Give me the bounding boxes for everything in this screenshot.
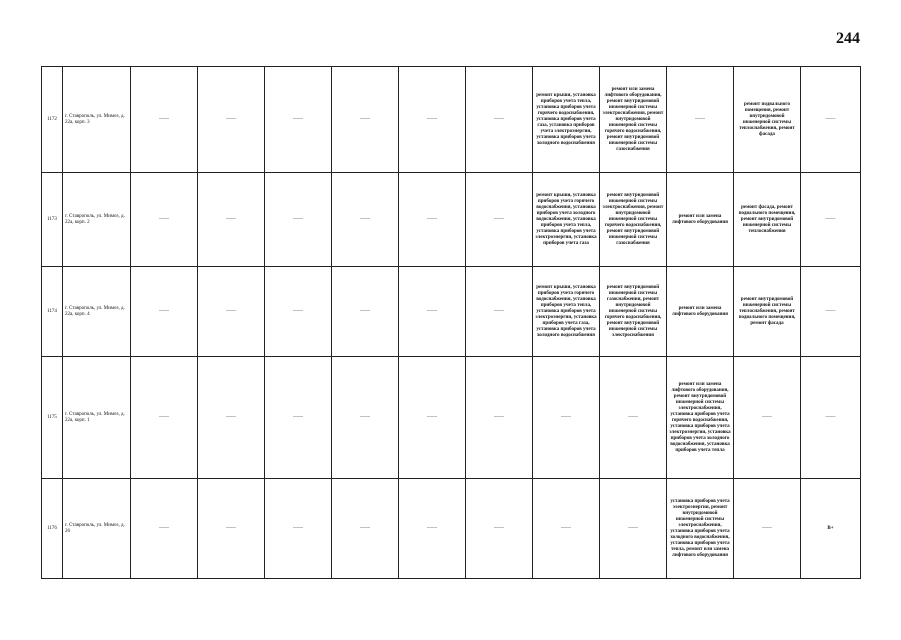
cell-empty: ——	[198, 479, 265, 579]
cell-empty: ——	[734, 479, 801, 579]
cell-empty: ——	[399, 173, 466, 267]
cell-empty: ——	[332, 67, 399, 173]
cell-empty: ——	[265, 267, 332, 357]
cell-empty: ——	[131, 67, 198, 173]
page-number: 244	[836, 30, 860, 47]
cell-works: ремонт или замена лифтового оборудования	[667, 173, 734, 267]
cell-works: ремонт крыши, установка приборов учета горячего водоснабжения, установка приборов учета тепла, установка приборов учета электроэнергии, установка приборов учета газа, установка приборов учета холодного водоснабжения	[533, 267, 600, 357]
cell-empty: ——	[667, 67, 734, 173]
cell-empty: ——	[131, 267, 198, 357]
table-row	[42, 357, 861, 479]
cell-works: ремонт крыши, установка приборов учета горячего водоснабжения, установка приборов учета холодного водоснабжения, установка приборов учета тепла, установка приборов учета электроэнергии, установка приборов учета газа	[533, 173, 600, 267]
cell-empty: ——	[801, 357, 861, 479]
cell-empty: ——	[600, 357, 667, 479]
row-number: 1175	[42, 357, 63, 479]
works-table	[41, 66, 861, 579]
cell-empty: ——	[466, 357, 533, 479]
cell-empty: ——	[801, 267, 861, 357]
cell-empty: ——	[466, 479, 533, 579]
cell-works: ремонт крыши, установка приборов учета тепла, установка приборов учета горячего водоснабжения, установка приборов учета газа, установка приборов учета электроэнергии, установка приборов учета холодного водоснабжения	[533, 67, 600, 173]
cell-empty: ——	[198, 173, 265, 267]
cell-empty: ——	[131, 173, 198, 267]
cell-empty: ——	[198, 357, 265, 479]
cell-empty: ——	[533, 479, 600, 579]
cell-empty: ——	[399, 67, 466, 173]
table-row	[42, 173, 861, 267]
row-address: г. Ставрополь, ул. Мимоз, д. 22а, корп. 4	[63, 267, 131, 357]
cell-empty: ——	[198, 267, 265, 357]
row-address: г. Ставрополь, ул. Мимоз, д. 26	[63, 479, 131, 579]
cell-empty: ——	[600, 479, 667, 579]
row-address: г. Ставрополь, ул. Мимоз, д. 22а, корп. 1	[63, 357, 131, 479]
row-number: 1173	[42, 173, 63, 267]
cell-works: ремонт или замена лифтового оборудования, ремонт внутридомовой инженерной системы электроснабжения, ремонт внутридомовой инженерной системы горячего водоснабжения, ремонт внутридомовой инженерной системы газоснабжения	[600, 67, 667, 173]
cell-empty: ——	[332, 357, 399, 479]
cell-empty: ——	[131, 479, 198, 579]
table-row	[42, 267, 861, 357]
cell-works: ремонт или замена лифтового оборудования, ремонт внутридомовой инженерной системы электроснабжения, установка приборов учета горячего водоснабжения, установка приборов учета электроэнергии, установка приборов учета холодного водоснабжения, установка приборов учета тепла	[667, 357, 734, 479]
cell-empty: ——	[265, 357, 332, 479]
cell-works: установка приборов учета электроэнергии, ремонт внутридомовой инженерной системы электроснабжения, установка приборов учета холодного водоснабжения, установка приборов учета тепла, ремонт или замена лифтового оборудования	[667, 479, 734, 579]
cell-works: ремонт внутридомовой инженерной системы электроснабжения, ремонт внутридомовой инженерной системы горячего водоснабжения, ремонт внутридомовой инженерной системы газоснабжения	[600, 173, 667, 267]
cell-empty: ——	[131, 357, 198, 479]
cell-works: ремонт внутридомовой инженерной системы теплоснабжения, ремонт подвального помещения, ремонт фасада	[734, 267, 801, 357]
cell-empty: ——	[399, 357, 466, 479]
cell-works: ремонт подвального помещения, ремонт внутридомовой инженерной системы теплоснабжения, ремонт фасада	[734, 67, 801, 173]
row-number: 1176	[42, 479, 63, 579]
cell-empty: ——	[466, 67, 533, 173]
cell-works: ремонт или замена лифтового оборудования	[667, 267, 734, 357]
row-number: 1174	[42, 267, 63, 357]
table-row	[42, 67, 861, 173]
cell-empty: ——	[533, 357, 600, 479]
row-number: 1172	[42, 67, 63, 173]
cell-empty: ——	[734, 357, 801, 479]
cell-works: ремонт фасада, ремонт подвального помещения, ремонт внутридомовой инженерной системы теплоснабжения	[734, 173, 801, 267]
cell-empty: ——	[332, 479, 399, 579]
cell-works: В+	[801, 479, 861, 579]
cell-empty: ——	[466, 267, 533, 357]
cell-empty: ——	[466, 173, 533, 267]
cell-empty: ——	[198, 67, 265, 173]
table-row	[42, 479, 861, 579]
cell-empty: ——	[399, 267, 466, 357]
cell-empty: ——	[399, 479, 466, 579]
cell-empty: ——	[265, 67, 332, 173]
cell-works: ремонт внутридомовой инженерной системы газоснабжения, ремонт внутридомовой инженерной системы горячего водоснабжения, ремонт внутридомовой инженерной системы электроснабжения	[600, 267, 667, 357]
row-address: г. Ставрополь, ул. Мимоз, д. 22а, корп. 3	[63, 67, 131, 173]
cell-empty: ——	[332, 267, 399, 357]
row-address: г. Ставрополь, ул. Мимоз, д. 22а, корп. 2	[63, 173, 131, 267]
cell-empty: ——	[332, 173, 399, 267]
cell-empty: ——	[265, 173, 332, 267]
cell-empty: ——	[801, 67, 861, 173]
cell-empty: ——	[265, 479, 332, 579]
cell-empty: ——	[801, 173, 861, 267]
